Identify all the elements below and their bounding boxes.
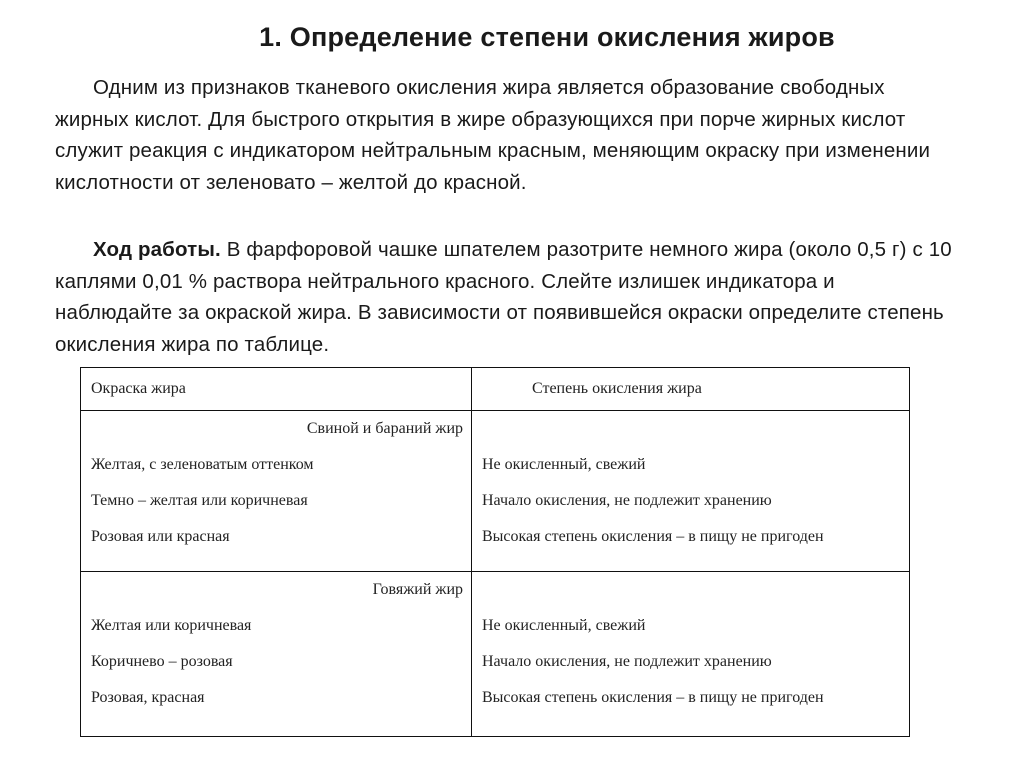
table-cell: Коричнево – розовая (91, 653, 233, 670)
group-color-cell (81, 411, 472, 572)
group-degree-cell (472, 411, 910, 572)
table-cell: Не окисленный, свежий (482, 617, 646, 634)
procedure-paragraph (55, 234, 955, 360)
header-color: Окраска жира (81, 368, 472, 411)
page-title-text: 1. Определение степени окисления жиров (259, 22, 835, 52)
table-cell: Высокая степень окисления – в пищу не пригоден (482, 689, 824, 706)
procedure-text: В фарфоровой чашке шпателем разотрите немного жира (около 0,5 г) с 10 каплями 0,01 % раствора нейтрального красного. Слейте излишек индикатора и наблюдайте за окраской жира. В зависимости от появившейся окраски определите степень окисления жира по таблице. (55, 238, 952, 356)
table-cell: Розовая или красная (91, 528, 230, 545)
table-group-pork-lamb (81, 411, 910, 572)
table-cell: Не окисленный, свежий (482, 456, 646, 473)
table-cell: Желтая или коричневая (91, 617, 252, 634)
procedure-label: Ход работы. (93, 238, 221, 261)
intro-text: Одним из признаков тканевого окисления жира является образование свободных жирных кислот. Для быстрого открытия в жире образующихся при порче жирных кислот служит реакция с индикатором нейтральным красным, меняющим окраску при изменении кислотности от зеленовато – желтой до красной. (55, 76, 931, 194)
spacer (472, 411, 909, 447)
table-group-beef (81, 572, 910, 737)
group-name: Свиной и бараний жир (306, 420, 463, 437)
group-name: Говяжий жир (372, 581, 463, 598)
header-degree: Степень окисления жира (472, 368, 910, 411)
table-cell: Высокая степень окисления – в пищу не пригоден (482, 528, 824, 545)
table-header-row (81, 368, 910, 411)
intro-paragraph (55, 72, 955, 198)
page-title (0, 22, 1024, 53)
table-cell: Начало окисления, не подлежит хранению (482, 492, 772, 509)
spacer (472, 572, 909, 608)
table-cell: Розовая, красная (91, 689, 205, 706)
table-cell: Темно – желтая или коричневая (91, 492, 308, 509)
fat-oxidation-table (80, 367, 910, 737)
group-degree-cell (472, 572, 910, 737)
group-color-cell (81, 572, 472, 737)
table-cell: Желтая, с зеленоватым оттенком (91, 456, 314, 473)
table-cell: Начало окисления, не подлежит хранению (482, 653, 772, 670)
